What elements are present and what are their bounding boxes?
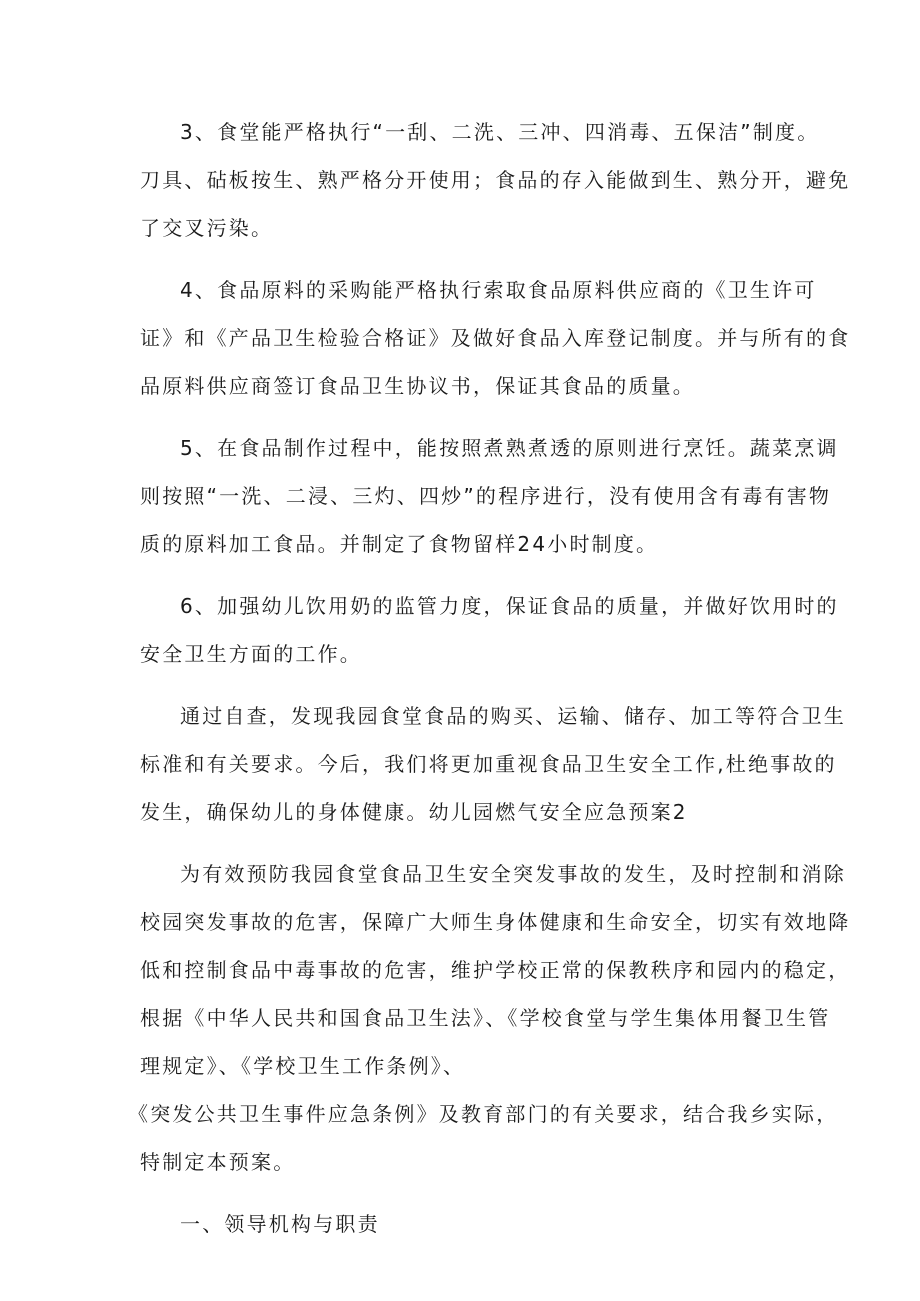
paragraph-4-line-2: 证》和《产品卫生检验合格证》及做好食品入库登记制度。并与所有的食 bbox=[140, 326, 851, 350]
paragraph-6-line-1: 6、加强幼儿饮用奶的监管力度，保证食品的质量，并做好饮用时的 bbox=[180, 594, 839, 618]
preface-line-1: 为有效预防我园食堂食品卫生安全突发事故的发生，及时控制和消除 bbox=[180, 862, 846, 886]
summary-line-3: 发生，确保幼儿的身体健康。幼儿园燃气安全应急预案2 bbox=[140, 800, 688, 824]
paragraph-5-line-3: 质的原料加工食品。并制定了食物留样24小时制度。 bbox=[140, 532, 659, 556]
preface-line-3: 低和控制食品中毒事故的危害，维护学校正常的保教秩序和园内的稳定， bbox=[140, 958, 851, 982]
section-heading: 一、领导机构与职责 bbox=[180, 1212, 380, 1236]
summary-line-2: 标准和有关要求。今后，我们将更加重视食品卫生安全工作,杜绝事故的 bbox=[140, 752, 837, 776]
paragraph-5-line-1: 5、在食品制作过程中，能按照煮熟煮透的原则进行烹饪。蔬菜烹调 bbox=[180, 436, 839, 460]
summary-line-1: 通过自查，发现我园食堂食品的购买、运输、储存、加工等符合卫生 bbox=[180, 704, 846, 728]
preface-line-4: 根据《中华人民共和国食品卫生法》、《学校食堂与学生集体用餐卫生管 bbox=[140, 1006, 831, 1030]
paragraph-3-line-1: 3、食堂能严格执行“一刮、二洗、三冲、四消毒、五保洁”制度。 bbox=[180, 120, 820, 144]
paragraph-3-line-2: 刀具、砧板按生、熟严格分开使用；食品的存入能做到生、熟分开，避免 bbox=[140, 168, 851, 192]
paragraph-5-line-2: 则按照“一洗、二浸、三灼、四炒”的程序进行，没有使用含有毒有害物 bbox=[140, 484, 832, 508]
preface-line-5: 理规定》、《学校卫生工作条例》、 bbox=[140, 1054, 466, 1078]
preface-line-7: 特制定本预案。 bbox=[140, 1150, 296, 1174]
paragraph-6-line-2: 安全卫生方面的工作。 bbox=[140, 642, 362, 666]
preface-line-6: 《突发公共卫生事件应急条例》及教育部门的有关要求，结合我乡实际， bbox=[128, 1102, 839, 1126]
paragraph-4-line-3: 品原料供应商签订食品卫生协议书，保证其食品的质量。 bbox=[140, 374, 695, 398]
paragraph-4-line-1: 4、食品原料的采购能严格执行索取食品原料供应商的《卫生许可 bbox=[180, 278, 817, 302]
preface-line-2: 校园突发事故的危害，保障广大师生身体健康和生命安全，切实有效地降 bbox=[140, 910, 851, 934]
paragraph-3-line-3: 了交叉污染。 bbox=[140, 216, 274, 240]
